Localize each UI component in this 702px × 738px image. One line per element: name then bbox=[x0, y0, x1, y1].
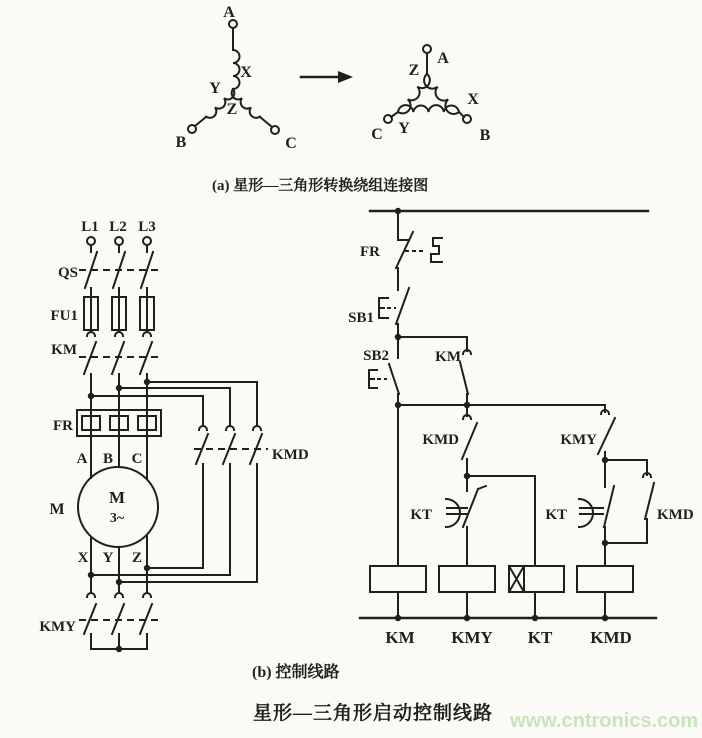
junction-dot bbox=[116, 646, 122, 652]
kt-no-delayed-contact bbox=[545, 460, 614, 543]
kmy-coil bbox=[439, 566, 495, 592]
label-l1: L1 bbox=[81, 219, 99, 235]
junction-dot bbox=[464, 615, 470, 621]
kmd-aux-seal-contact bbox=[605, 460, 694, 543]
star-winding-diagram bbox=[176, 4, 297, 152]
transform-arrow-icon bbox=[301, 71, 353, 83]
label-km-main: KM bbox=[51, 342, 77, 358]
control-circuit bbox=[348, 208, 694, 647]
label-fr-main: FR bbox=[53, 418, 73, 434]
sb1-stop-button bbox=[348, 288, 409, 337]
kt-coil-wire bbox=[467, 476, 535, 618]
delta-label-z: Z bbox=[408, 62, 420, 79]
label-kmd-main: KMD bbox=[272, 447, 309, 463]
sb2-start-button bbox=[363, 337, 399, 405]
label-fu1: FU1 bbox=[50, 308, 78, 324]
captions bbox=[252, 662, 698, 732]
terminal-l2 bbox=[115, 237, 123, 245]
label-l3: L3 bbox=[138, 219, 156, 235]
label-sb2: SB2 bbox=[363, 348, 389, 364]
label-l2: L2 bbox=[109, 219, 127, 235]
label-kt-nc: KT bbox=[410, 507, 432, 523]
label-kmy-main: KMY bbox=[39, 619, 76, 635]
delta-winding-diagram bbox=[371, 45, 490, 144]
fr-nc-contact bbox=[360, 211, 442, 290]
label-fr-control: FR bbox=[360, 244, 380, 260]
star-label-b: B bbox=[175, 134, 187, 151]
motor-symbol bbox=[49, 467, 158, 547]
kmd-nc-interlock bbox=[422, 405, 477, 476]
caption-a: (a) 星形—三角形转换绕组连接图 bbox=[212, 178, 429, 194]
kt-coil-x-mark bbox=[509, 566, 524, 592]
label-km-aux: KM bbox=[435, 349, 461, 365]
kmy-nc-interlock bbox=[560, 405, 615, 460]
star-label-c: C bbox=[285, 135, 297, 152]
label-b: B bbox=[102, 451, 114, 467]
label-y: Y bbox=[102, 550, 114, 566]
label-kmy-nc: KMY bbox=[560, 432, 597, 448]
label-coil-kmd: KMD bbox=[590, 628, 632, 647]
caption-b: (b) 控制线路 bbox=[252, 664, 340, 681]
kmd-delta-contacts bbox=[194, 426, 309, 464]
delta-label-a: A bbox=[437, 50, 449, 67]
star-label-z: Z bbox=[226, 101, 238, 118]
star-label-y: Y bbox=[209, 80, 221, 97]
label-c: C bbox=[131, 451, 143, 467]
watermark: www.cntronics.com bbox=[510, 710, 699, 732]
label-kt-no: KT bbox=[545, 507, 567, 523]
label-m-ref: M bbox=[49, 501, 65, 518]
terminal-l1 bbox=[87, 237, 95, 245]
kmd-coil bbox=[577, 566, 633, 592]
junction-dot bbox=[532, 615, 538, 621]
star-label-a: A bbox=[223, 4, 235, 21]
fr-trip-element bbox=[431, 238, 442, 262]
terminal-l3 bbox=[143, 237, 151, 245]
km-seal-in-contact bbox=[398, 337, 471, 405]
label-coil-km: KM bbox=[385, 628, 415, 647]
label-x: X bbox=[77, 550, 89, 566]
fr-overload-heaters bbox=[53, 410, 161, 436]
label-z: Z bbox=[131, 550, 143, 566]
star-coil-cz bbox=[232, 89, 272, 127]
label-a: A bbox=[76, 451, 88, 467]
label-kmd-nc: KMD bbox=[422, 432, 459, 448]
star-label-x: X bbox=[240, 64, 252, 81]
figure-title: 星形—三角形启动控制线路 bbox=[253, 703, 494, 724]
kt-nc-delayed-contact bbox=[410, 476, 486, 618]
label-coil-kt: KT bbox=[527, 628, 553, 647]
junction-dot bbox=[602, 615, 608, 621]
label-sb1: SB1 bbox=[348, 310, 374, 326]
sb1-actuator bbox=[379, 298, 388, 318]
kt-delay-arc bbox=[579, 499, 603, 527]
star-coil-ax bbox=[233, 50, 240, 89]
kt-coil bbox=[509, 566, 564, 592]
fu1-fuses bbox=[51, 297, 155, 330]
motor-inner-label: M bbox=[108, 488, 126, 507]
label-kmd-aux: KMD bbox=[657, 507, 694, 523]
delta-terminal-a bbox=[423, 45, 431, 53]
junction-dot bbox=[395, 615, 401, 621]
delta-label-x: X bbox=[467, 91, 479, 108]
delta-label-b: B bbox=[479, 127, 491, 144]
label-coil-kmy: KMY bbox=[451, 628, 493, 647]
star-terminal-a bbox=[229, 20, 237, 28]
sb2-actuator bbox=[369, 370, 377, 388]
km-coil bbox=[370, 566, 426, 592]
kmy-star-contacts bbox=[39, 593, 159, 652]
delta-label-y: Y bbox=[398, 120, 410, 137]
main-power-circuit bbox=[39, 219, 308, 652]
delta-label-c: C bbox=[371, 126, 383, 143]
label-qs: QS bbox=[57, 265, 78, 281]
motor-phase-label: 3~ bbox=[109, 511, 125, 526]
